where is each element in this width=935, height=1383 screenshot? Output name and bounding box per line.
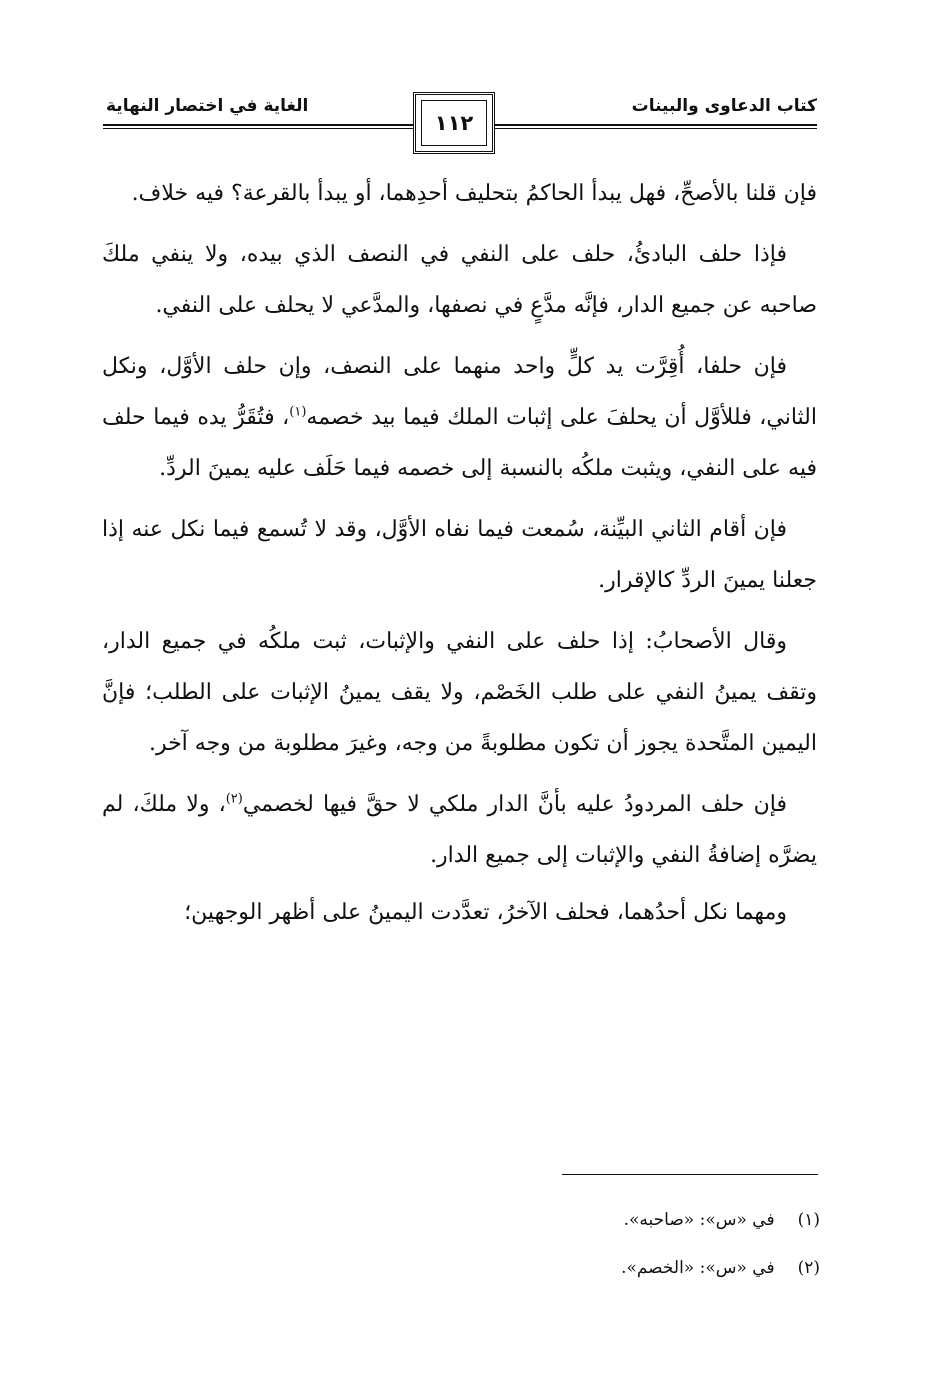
paragraph-text: فإن قلنا بالأصحِّ، فهل يبدأ الحاكمُ بتحليف أحدِهما، أو يبدأ بالقرعة؟ فيه خلاف.: [131, 181, 817, 206]
footnote-number: (١): [797, 1210, 820, 1230]
header-rule-right: [495, 124, 817, 126]
footnotes: [420, 1196, 820, 1292]
paragraph-text: ، فتُقَرُّ يده فيما حلف فيه على النفي، ويثبت ملكُه بالنسبة إلى خصمه فيما حَلَف عليه يمينَ الردِّ.: [102, 405, 817, 481]
running-header-book-title: الغاية في اختصار النهاية: [106, 96, 309, 116]
footnote-item: [420, 1196, 820, 1244]
footnote-marker[interactable]: (١): [289, 404, 307, 420]
paragraph-text: فإذا حلف البادئُ، حلف على النفي في النصف الذي بيده، ولا ينفي ملكَ صاحبه عن جميع الدار، فإنَّه مدَّعٍ في نصفها، والمدَّعي لا يحلف على النفي.: [102, 242, 817, 318]
footnote-text: في «س»: «الخصم».: [621, 1258, 775, 1278]
paragraph: [102, 887, 817, 938]
footnote-item: [420, 1244, 820, 1292]
header-rule-right-thin: [495, 128, 817, 129]
paragraph: [102, 504, 817, 606]
footnote-separator: [562, 1174, 818, 1175]
page-number-frame: [413, 92, 495, 154]
footnote-marker[interactable]: (٢): [225, 791, 243, 807]
paragraph: [102, 168, 817, 219]
paragraph-text: ومهما نكل أحدُهما، فحلف الآخرُ، تعدَّدت اليمينُ على أظهر الوجهين؛: [184, 900, 787, 925]
paragraph-text: وقال الأصحابُ: إذا حلف على النفي والإثبات، ثبت ملكُه في جميع الدار، وتقف يمينُ النفي على طلب الخَصْم، ولا يقف يمينُ الإثبات على الطلب؛ فإنَّ اليمين المتَّحدة يجوز أن تكون مطلوبةً من وجه، وغيرَ مطلوبة من وجه آخر.: [102, 629, 817, 756]
header-rule-left-thin: [103, 128, 413, 129]
paragraph: [102, 229, 817, 331]
main-text: [102, 168, 817, 948]
header-rule-left: [103, 124, 413, 126]
paragraph-text: فإن أقام الثاني البيِّنة، سُمعت فيما نفاه الأوَّل، وقد لا تُسمع فيما نكل عنه إذا جعلنا يمينَ الردِّ كالإقرار.: [102, 517, 817, 593]
paragraph: [102, 341, 817, 494]
paragraph: [102, 779, 817, 881]
footnote-number: (٢): [797, 1258, 820, 1278]
page-number: ١١٢: [434, 111, 474, 135]
paragraph-text: فإن حلف المردودُ عليه بأنَّ الدار ملكي لا حقَّ فيها لخصمي: [242, 792, 787, 817]
paragraph-text: ، ولا ملكَ، لم يضرَّه إضافةُ النفي والإثبات إلى جميع الدار.: [102, 792, 817, 868]
paragraph-text: فإن حلفا، أُقِرَّت يد كلٍّ واحد منهما على النصف، وإن حلف الأوَّل، ونكل الثاني، فللأوَّل أن يحلفَ على إثبات الملك فيما بيد خصمه: [102, 354, 818, 430]
footnote-text: في «س»: «صاحبه».: [623, 1210, 775, 1230]
running-header-chapter-title: كتاب الدعاوى والبينات: [631, 96, 817, 116]
paragraph: [102, 616, 817, 769]
